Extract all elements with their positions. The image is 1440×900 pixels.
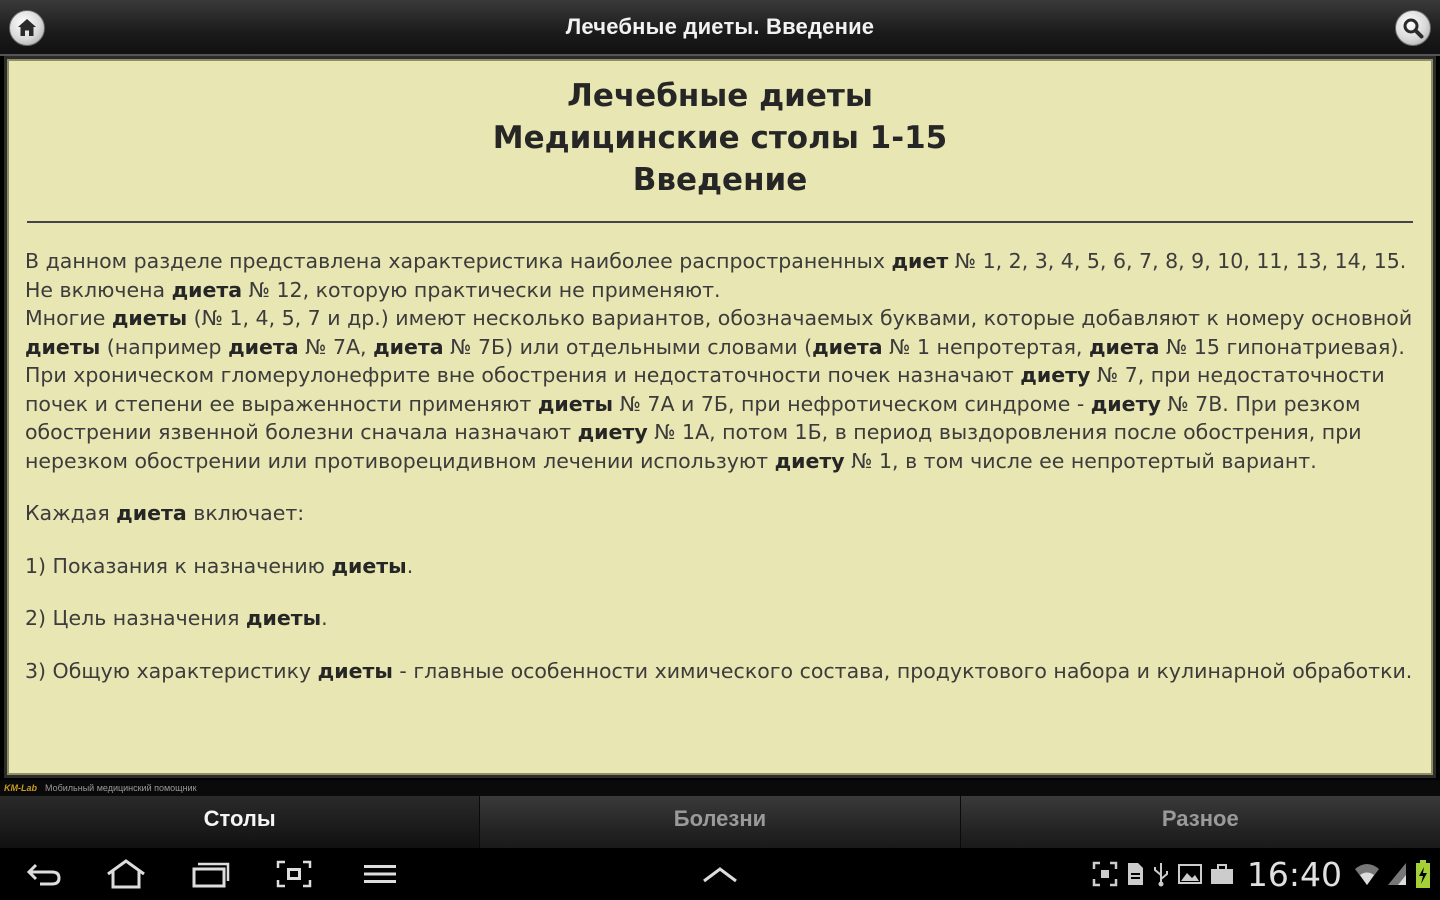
back-button[interactable]	[16, 856, 72, 892]
signal-icon	[1386, 861, 1408, 887]
text-run: № 12, которую практически не применяют.	[242, 277, 721, 302]
text-run: (№ 1, 4, 5, 7 и др.) имеют несколько вариантов, обозначаемых буквами, которые добавляют к номеру основной	[187, 306, 1413, 330]
search-button[interactable]	[1395, 10, 1431, 46]
promo-text: Мобильный медицинский помощник	[45, 783, 197, 793]
text-run: .	[406, 553, 414, 578]
text-run: № 15 гипонатриевая).	[1159, 334, 1405, 359]
briefcase-icon	[1209, 862, 1235, 886]
content-frame	[4, 56, 1436, 778]
text-run: 2) Цель назначения	[25, 606, 246, 630]
text-run: включает:	[186, 501, 305, 525]
heading-line: Введение	[632, 162, 808, 198]
text-run: № 7А,	[298, 334, 374, 359]
text-run: В данном разделе представлена характеристика наиболее распространенных	[25, 249, 892, 273]
heading-line: Лечебные диеты	[567, 78, 873, 114]
article-body	[23, 247, 1417, 685]
bold-term: диеты	[537, 391, 614, 416]
bold-term: диеты	[111, 306, 188, 330]
text-run: № 7А и 7Б, при нефротическом синдроме -	[613, 391, 1091, 416]
text-run: № 7Б) или отдельными словами (	[443, 334, 813, 359]
heading-line: Медицинские столы 1-15	[492, 120, 948, 156]
tab-stoly[interactable]: Столы	[0, 796, 480, 848]
back-icon	[24, 859, 64, 889]
status-clock: 16:40	[1246, 854, 1342, 894]
sd-card-icon	[1125, 861, 1145, 887]
battery-icon	[1414, 859, 1432, 889]
image-icon	[1177, 862, 1203, 886]
text-run: № 1А, потом 1Б, в период выздоровления после обострения, при нерезком обострении или противорецидивном лечении используют	[25, 420, 1362, 473]
bold-term: диета	[228, 334, 299, 359]
page-title: Лечебные диеты. Введение	[565, 14, 875, 39]
screenshot-button[interactable]	[266, 856, 322, 892]
promo-brand: KM-Lab	[4, 783, 37, 793]
text-run: (например	[100, 334, 229, 359]
text-run: 3) Общую характеристику	[25, 658, 318, 683]
bold-term: диеты	[317, 658, 393, 683]
bold-term: диеты	[245, 606, 322, 630]
text-run: № 7В. При резком обострении язвенной болезни сначала назначают	[25, 391, 1361, 444]
article-paragraph	[25, 604, 1417, 633]
home-icon	[103, 858, 149, 890]
notifications-expand-button[interactable]	[692, 856, 748, 892]
tab-raznoe[interactable]: Разное	[961, 796, 1440, 848]
usb-icon	[1151, 861, 1171, 887]
bold-term: диета	[171, 277, 243, 302]
chevron-up-icon	[700, 863, 740, 885]
bold-term: диета	[812, 334, 883, 359]
promo-strip[interactable]	[0, 780, 1440, 796]
wifi-icon	[1354, 861, 1380, 887]
recent-apps-icon	[188, 859, 232, 889]
bold-term: диету	[1090, 391, 1161, 416]
text-run: № 1 непротертая,	[882, 334, 1089, 359]
title-bar	[0, 0, 1440, 56]
nav-home-button[interactable]	[98, 856, 154, 892]
status-area[interactable]	[1091, 848, 1440, 900]
bold-term: диета	[373, 334, 444, 359]
bold-term: диеты	[331, 553, 407, 578]
bold-term: диету	[1020, 363, 1091, 387]
screenshot-icon	[274, 858, 314, 890]
article-heading	[23, 75, 1417, 201]
bold-term: диету	[774, 448, 845, 473]
tab-bolezni[interactable]: Болезни	[480, 796, 960, 848]
text-run: № 7, при недостаточности почек и степени ее выраженности применяют	[25, 363, 1385, 416]
bottom-tabs	[0, 796, 1440, 848]
text-run: 1) Показания к назначению	[25, 553, 332, 578]
recent-apps-button[interactable]	[182, 856, 238, 892]
bold-term: диету	[577, 420, 648, 444]
text-run: Каждая	[25, 501, 117, 525]
text-run: - главные особенности химического состава, продуктового набора и кулинарной обработки.	[392, 658, 1413, 683]
text-run: При хроническом гломерулонефрите вне обострения и недостаточности почек назначают	[25, 363, 1021, 387]
system-nav-bar	[0, 848, 1440, 900]
text-run: Многие	[25, 306, 112, 330]
text-run: № 1, 2, 3, 4, 5, 6, 7, 8, 9, 10, 11, 13, 14, 15. Не включена	[25, 249, 1407, 302]
article-paragraph	[25, 304, 1417, 361]
bold-term: диет	[891, 249, 949, 273]
menu-button[interactable]	[352, 856, 408, 892]
bold-term: диета	[116, 501, 187, 525]
fullscreen-icon	[1091, 860, 1119, 888]
text-run: .	[321, 606, 328, 630]
bold-term: диета	[1088, 334, 1160, 359]
divider	[27, 221, 1413, 223]
article-paragraph	[25, 552, 1417, 581]
article-paragraph	[25, 657, 1417, 686]
menu-icon	[362, 861, 398, 887]
article-paragraph	[25, 499, 1417, 528]
article-paragraph	[25, 247, 1417, 304]
text-run: № 1, в том числе ее непротертый вариант.	[844, 448, 1317, 473]
search-icon	[1402, 17, 1424, 39]
article-paragraph	[25, 361, 1417, 475]
article-view[interactable]	[7, 59, 1433, 775]
bold-term: диеты	[25, 334, 101, 359]
